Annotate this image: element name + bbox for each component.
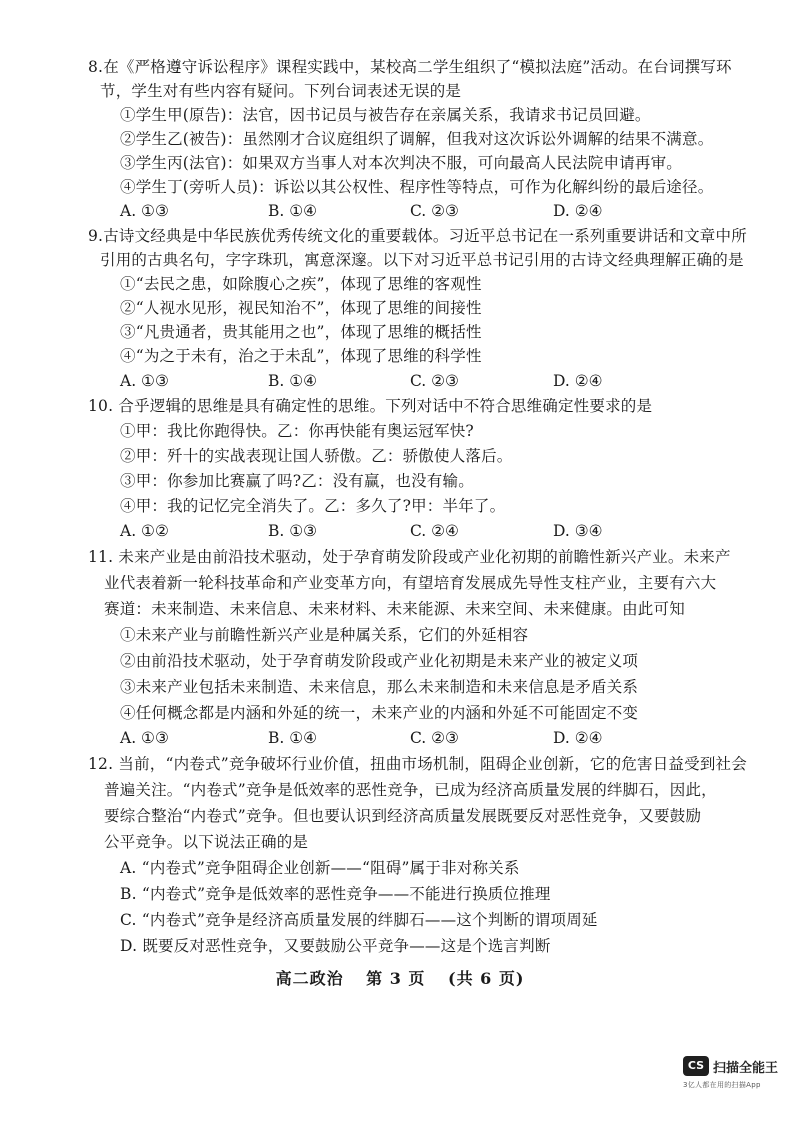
footer-total-pages: (共 6 页) — [448, 969, 525, 988]
q10-option-a: A. ①② — [120, 522, 169, 540]
q9-statement-2: ②“人视水见形，视民知治不”，体现了思维的间接性 — [120, 299, 482, 317]
q8-stem-line-1: 8.在《严格遵守诉讼程序》课程实践中，某校高二学生组织了“模拟法庭”活动。在台词撰写环 — [88, 58, 732, 76]
q9-option-c: C. ②③ — [410, 372, 459, 390]
q8-option-c: C. ②③ — [410, 202, 459, 220]
watermark-subtitle: 3亿人都在用的扫描App — [683, 1081, 761, 1089]
q11-option-a: A. ①③ — [120, 729, 169, 747]
q10-dialogue-3: ③甲：你参加比赛赢了吗?乙：没有赢，也没有输。 — [120, 472, 474, 490]
q8-statement-4: ④学生丁(旁听人员)：诉讼以其公权性、程序性等特点，可作为化解纠纷的最后途径。 — [120, 178, 714, 196]
q10-dialogue-4: ④甲：我的记忆完全消失了。乙：多久了?甲：半年了。 — [120, 497, 506, 515]
q11-statement-1: ①未来产业与前瞻性新兴产业是种属关系，它们的外延相容 — [120, 626, 529, 644]
q8-option-a: A. ①③ — [120, 202, 169, 220]
q9-stem-line-2: 引用的古典名句，字字珠玑，寓意深邃。以下对习近平总书记引用的古诗文经典理解正确的是 — [100, 251, 744, 269]
q12-option-a: A. “内卷式”竞争阻碍企业创新——“阻碍”属于非对称关系 — [120, 859, 520, 877]
footer-page-number: 第 3 页 — [366, 969, 426, 988]
page-footer — [0, 966, 800, 989]
watermark-title: 扫描全能王 — [713, 1061, 779, 1076]
q10-option-c: C. ②④ — [410, 522, 459, 540]
q9-option-d: D. ②④ — [553, 372, 603, 390]
q12-stem-line-1: 12. 当前，“内卷式”竞争破坏行业价值，扭曲市场机制，阻碍企业创新，它的危害日益受到社会 — [88, 755, 747, 773]
q12-stem-line-2: 普遍关注。“内卷式”竞争是低效率的恶性竞争，已成为经济高质量发展的绊脚石，因此， — [104, 781, 717, 799]
q11-statement-2: ②由前沿技术驱动，处于孕育萌发阶段或产业化初期是未来产业的被定义项 — [120, 652, 639, 670]
q11-option-d: D. ②④ — [553, 729, 603, 747]
q11-option-b: B. ①④ — [268, 729, 318, 747]
q11-stem-line-3: 赛道：未来制造、未来信息、未来材料、未来能源、未来空间、未来健康。由此可知 — [104, 600, 685, 618]
q11-stem-line-2: 业代表着新一轮科技革命和产业变革方向，有望培育发展成先导性支柱产业，主要有六大 — [104, 574, 717, 592]
q8-option-b: B. ①④ — [268, 202, 318, 220]
q11-stem-line-1: 11. 未来产业是由前沿技术驱动，处于孕育萌发阶段或产业化初期的前瞻性新兴产业。未来产 — [88, 548, 731, 566]
q11-statement-3: ③未来产业包括未来制造、未来信息，那么未来制造和未来信息是矛盾关系 — [120, 678, 639, 696]
q8-stem-line-2: 节，学生对有些内容有疑问。下列台词表述无误的是 — [100, 82, 462, 100]
q8-statement-3: ③学生丙(法官)：如果双方当事人对本次判决不服，可向最高人民法院申请再审。 — [120, 154, 682, 172]
q9-statement-3: ③“凡贵通者，贵其能用之也”，体现了思维的概括性 — [120, 323, 482, 341]
q9-statement-4: ④“为之于未有，治之于未乱”，体现了思维的科学性 — [120, 347, 482, 365]
q12-option-c: C. “内卷式”竞争是经济高质量发展的绊脚石——这个判断的谓项周延 — [120, 911, 598, 929]
q8-option-d: D. ②④ — [553, 202, 603, 220]
q11-option-c: C. ②③ — [410, 729, 459, 747]
q10-stem-line-1: 10. 合乎逻辑的思维是具有确定性的思维。下列对话中不符合思维确定性要求的是 — [88, 397, 653, 415]
q9-option-a: A. ①③ — [120, 372, 169, 390]
q8-statement-1: ①学生甲(原告)：法官，因书记员与被告存在亲属关系，我请求书记员回避。 — [120, 106, 651, 124]
q10-dialogue-1: ①甲：我比你跑得快。乙：你再快能有奥运冠军快? — [120, 422, 474, 440]
q9-option-b: B. ①④ — [268, 372, 318, 390]
q12-stem-line-4: 公平竞争。以下说法正确的是 — [104, 833, 309, 851]
q10-option-b: B. ①③ — [268, 522, 318, 540]
q9-statement-1: ①“去民之患，如除腹心之疾”，体现了思维的客观性 — [120, 275, 482, 293]
q12-stem-line-3: 要综合整治“内卷式”竞争。但也要认识到经济高质量发展既要反对恶性竞争，又要鼓励 — [104, 807, 702, 825]
q12-option-b: B. “内卷式”竞争是低效率的恶性竞争——不能进行换质位推理 — [120, 885, 551, 903]
q8-statement-2: ②学生乙(被告)：虽然刚才合议庭组织了调解，但我对这次诉讼外调解的结果不满意。 — [120, 130, 714, 148]
q10-dialogue-2: ②甲：歼十的实战表现让国人骄傲。乙：骄傲使人落后。 — [120, 447, 513, 465]
camscanner-logo-icon: CS — [683, 1056, 709, 1076]
q11-statement-4: ④任何概念都是内涵和外延的统一，未来产业的内涵和外延不可能固定不变 — [120, 704, 639, 722]
footer-subject: 高二政治 — [275, 969, 344, 988]
q10-option-d: D. ③④ — [553, 522, 603, 540]
q12-option-d: D. 既要反对恶性竞争，又要鼓励公平竞争——这是个选言判断 — [120, 937, 551, 955]
q9-stem-line-1: 9.古诗文经典是中华民族优秀传统文化的重要载体。习近平总书记在一系列重要讲话和文章中所 — [88, 227, 747, 245]
scanner-watermark — [683, 1056, 793, 1096]
